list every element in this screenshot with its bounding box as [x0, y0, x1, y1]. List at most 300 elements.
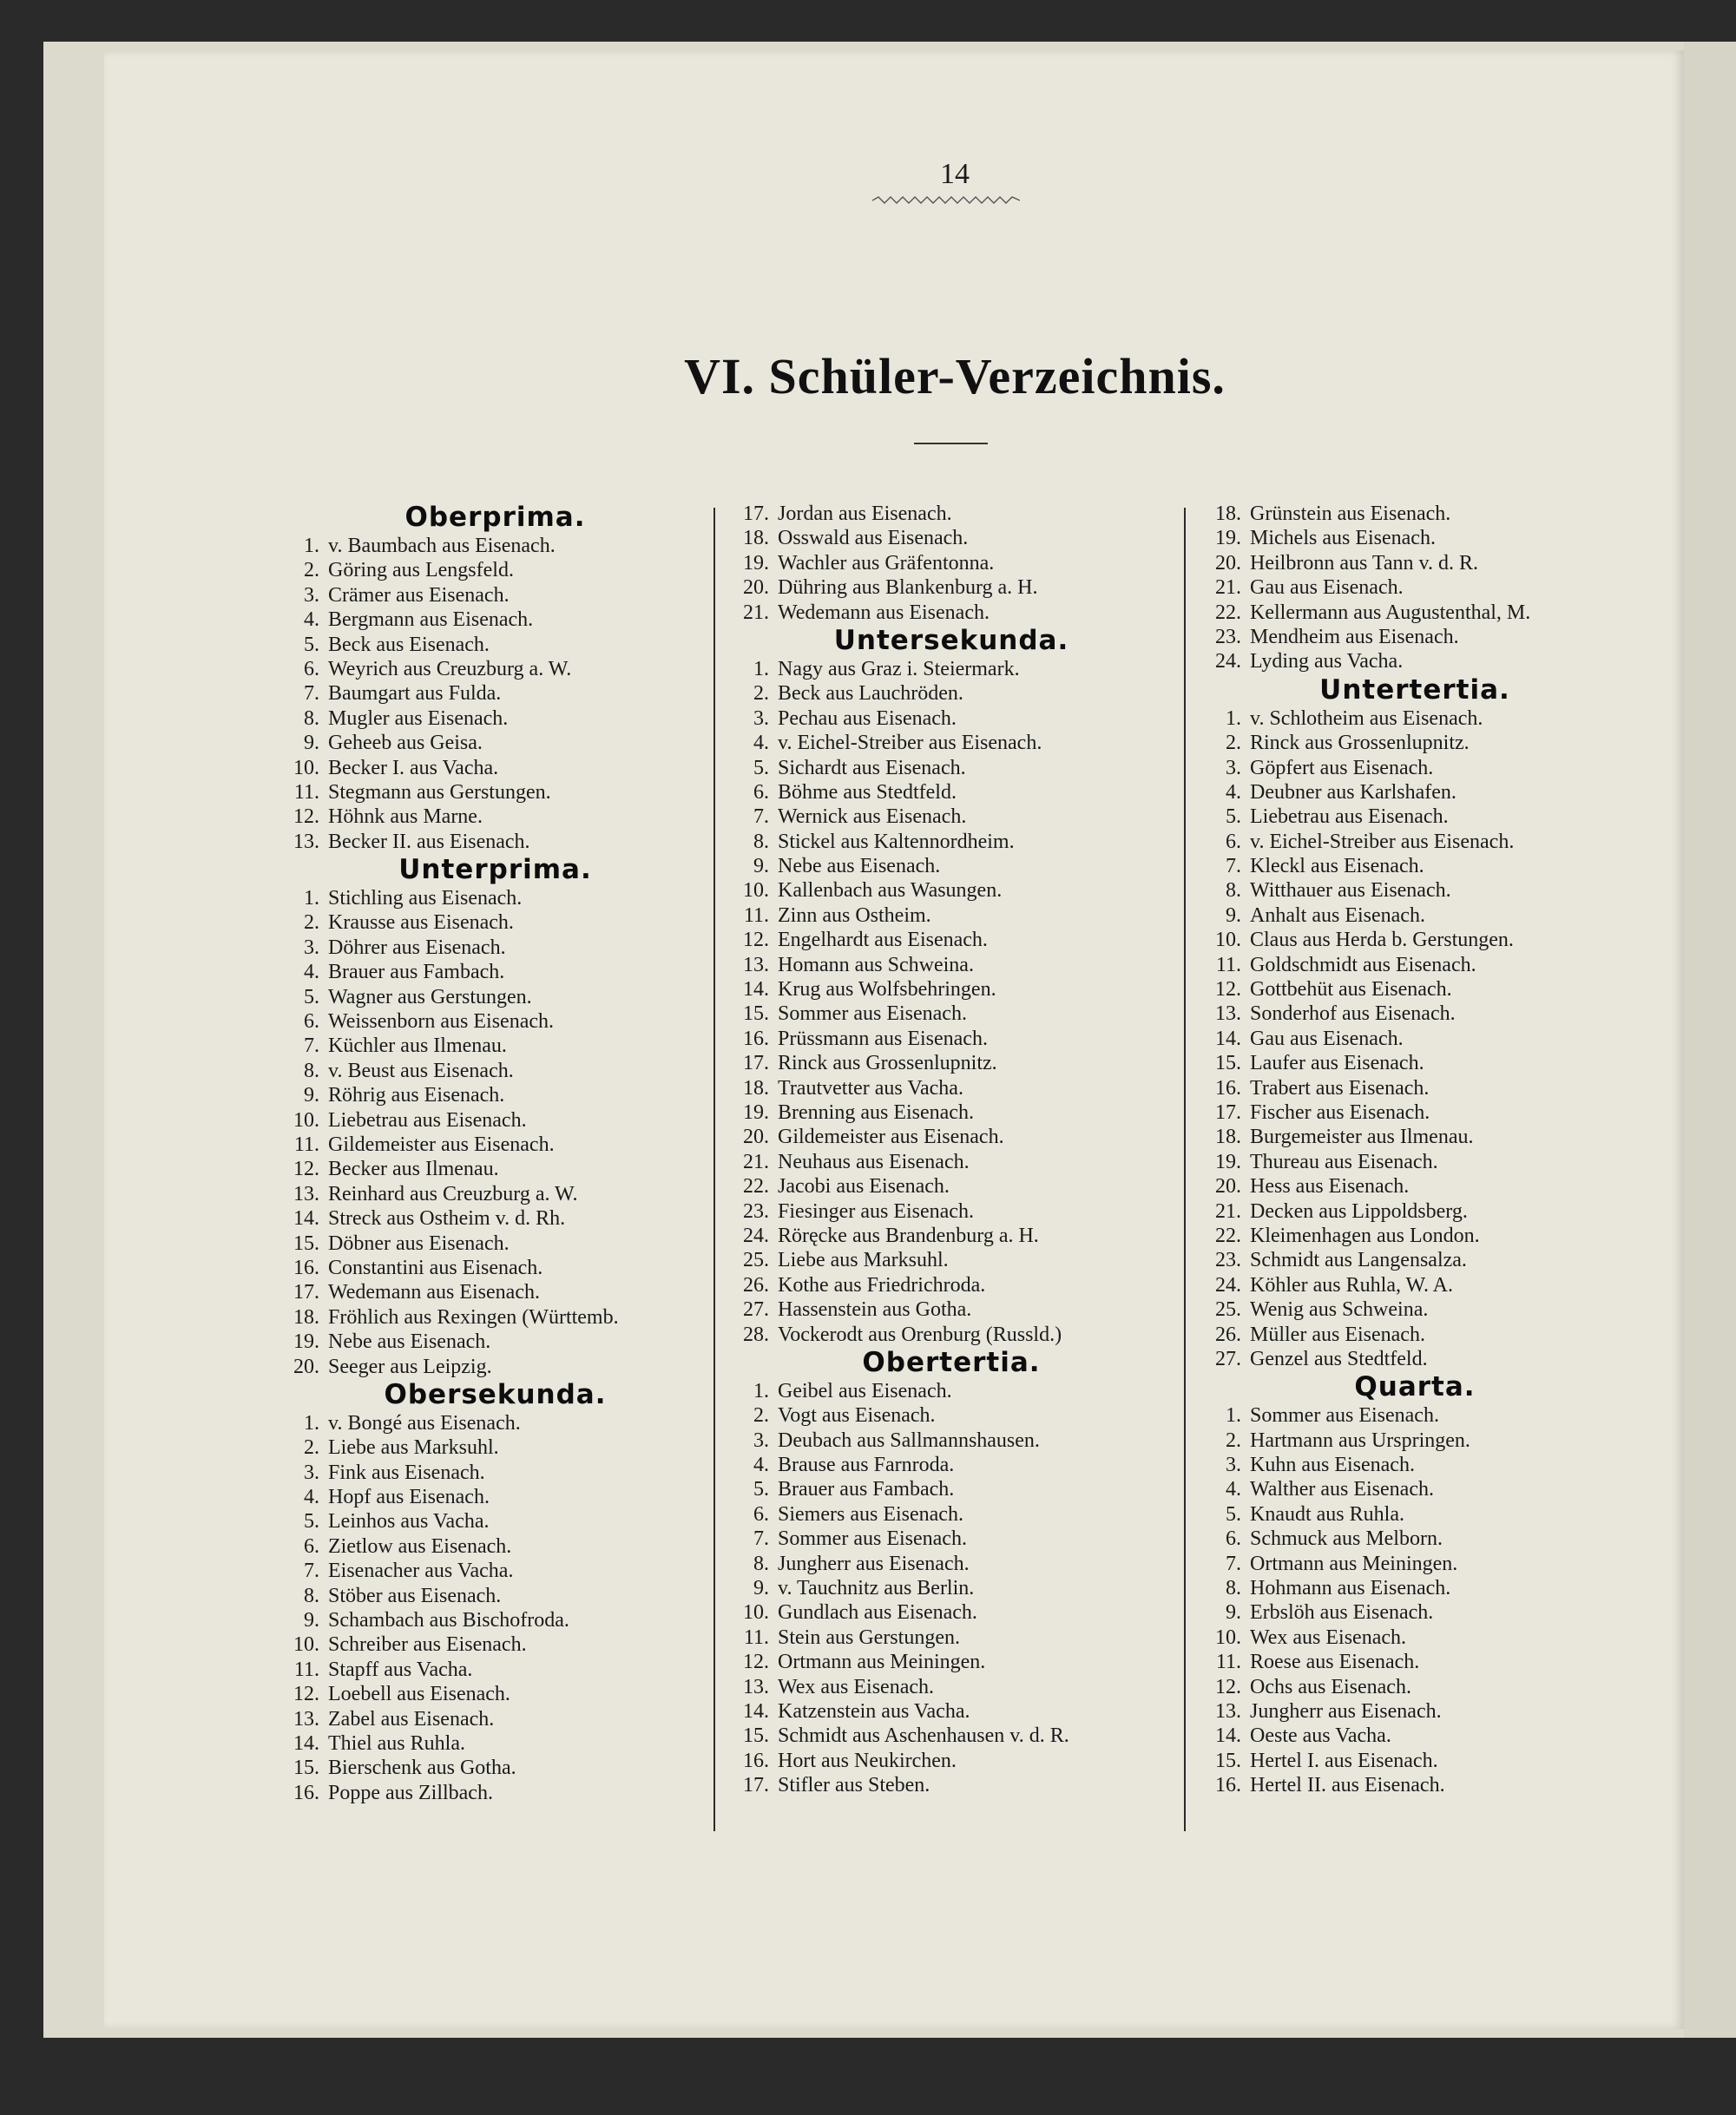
column-middle [726, 502, 1177, 1798]
student-name: Nagy aus Graz i. Steiermark. [778, 657, 1020, 680]
student-entry [1198, 575, 1632, 600]
student-name: Stegmann aus Gerstungen. [328, 780, 551, 804]
entry-number: 5. [753, 756, 769, 779]
class-heading: Oberprima. [404, 502, 586, 533]
student-entry [726, 1477, 1177, 1501]
student-name: Fiesinger aus Eisenach. [778, 1199, 974, 1223]
student-entry [1198, 1051, 1632, 1075]
entry-number: 18. [1215, 502, 1241, 525]
student-entry [276, 1330, 714, 1354]
student-name: Wex aus Eisenach. [778, 1675, 934, 1698]
student-name: Gottbehüt aus Eisenach. [1250, 978, 1452, 1002]
student-entry [726, 1174, 1177, 1199]
student-name: Stein aus Gerstungen. [778, 1626, 960, 1649]
student-entry [726, 1749, 1177, 1773]
student-entry [1198, 977, 1632, 1002]
entry-number: 19. [743, 1100, 769, 1124]
entry-number: 9. [304, 732, 319, 755]
entry-number: 11. [1215, 953, 1241, 976]
student-name: Deubner aus Karlshafen. [1250, 780, 1457, 804]
student-name: Kallenbach aus Wasungen. [778, 879, 1003, 903]
entry-number: 4. [753, 1454, 769, 1477]
student-name: Kleimenhagen aus London. [1250, 1224, 1480, 1247]
entry-number: 8. [753, 830, 769, 853]
student-entry [276, 1608, 714, 1632]
entry-number: 15. [293, 1232, 319, 1255]
student-name: Gildemeister aus Eisenach. [328, 1133, 555, 1156]
student-entry [276, 657, 714, 681]
entry-number: 7. [304, 682, 319, 706]
student-entry [726, 657, 1177, 681]
student-entry [1198, 625, 1632, 649]
student-name: Seeger aus Leipzig. [328, 1355, 492, 1378]
entry-number: 15. [743, 1724, 769, 1748]
entry-number: 9. [304, 1609, 319, 1632]
entry-number: 22. [1215, 1224, 1241, 1247]
student-entry [726, 1403, 1177, 1428]
student-entry [726, 551, 1177, 575]
entry-number: 11. [293, 780, 319, 804]
entry-number: 10. [293, 1633, 319, 1657]
entry-number: 13. [293, 1707, 319, 1731]
student-name: Stichling aus Eisenach. [328, 887, 523, 910]
student-name: Neuhaus aus Eisenach. [778, 1150, 970, 1173]
entry-number: 28. [743, 1323, 769, 1346]
entry-number: 7. [1226, 1552, 1241, 1575]
student-entry [1198, 1773, 1632, 1797]
student-entry [1198, 1453, 1632, 1477]
student-entry [276, 1083, 714, 1107]
entry-number: 17. [743, 502, 769, 525]
student-entry [276, 1355, 714, 1379]
entry-number: 14. [743, 1699, 769, 1723]
entry-number: 19. [743, 551, 769, 575]
student-name: Reinhard aus Creuzburg a. W. [328, 1182, 578, 1205]
student-entry [726, 928, 1177, 952]
student-name: Brauer aus Fambach. [778, 1478, 955, 1501]
student-name: Hess aus Eisenach. [1250, 1175, 1410, 1199]
entry-number: 20. [743, 1126, 769, 1149]
student-name: Knaudt aus Ruhla. [1250, 1502, 1404, 1526]
student-entry [276, 1182, 714, 1206]
student-entry [276, 780, 714, 805]
entry-number: 21. [743, 601, 769, 624]
student-entry [276, 1206, 714, 1231]
student-entry [726, 1527, 1177, 1551]
student-entry [1198, 1749, 1632, 1773]
entry-number: 13. [743, 953, 769, 976]
student-entry [276, 805, 714, 829]
student-name: Röhrig aus Eisenach. [328, 1084, 505, 1107]
entry-number: 3. [1226, 756, 1241, 779]
student-entry [726, 830, 1177, 854]
student-name: Krausse aus Eisenach. [328, 911, 514, 935]
student-entry [1198, 1650, 1632, 1674]
entry-number: 6. [1226, 1527, 1241, 1551]
student-name: Walther aus Eisenach. [1250, 1478, 1434, 1501]
entry-number: 2. [304, 1436, 319, 1460]
student-name: Prüssmann aus Eisenach. [778, 1027, 988, 1050]
student-entry [726, 1323, 1177, 1347]
student-name: Fink aus Eisenach. [328, 1461, 485, 1484]
student-name: Brause aus Farnroda. [778, 1454, 955, 1477]
student-entry [1198, 928, 1632, 952]
student-entry [726, 601, 1177, 625]
student-entry [1198, 1174, 1632, 1199]
student-name: Genzel aus Stedtfeld. [1250, 1347, 1428, 1370]
student-name: Burgemeister aus Ilmenau. [1250, 1126, 1474, 1149]
entry-number: 7. [304, 1560, 319, 1583]
student-entry [1198, 1600, 1632, 1625]
student-name: Sommer aus Eisenach. [1250, 1404, 1439, 1428]
student-name: Becker aus Ilmenau. [328, 1158, 499, 1181]
entry-number: 11. [293, 1133, 319, 1156]
student-name: Osswald aus Eisenach. [778, 527, 969, 550]
student-name: Hort aus Neukirchen. [778, 1749, 957, 1772]
student-entry [276, 1435, 714, 1460]
student-name: Höhnk aus Marne. [328, 805, 483, 829]
entry-number: 11. [743, 1626, 769, 1649]
student-entry [276, 910, 714, 935]
student-entry [726, 1297, 1177, 1322]
student-name: Wachler aus Gräfentonna. [778, 551, 995, 575]
student-entry [276, 1781, 714, 1805]
entry-number: 6. [304, 1534, 319, 1558]
class-heading: Obersekunda. [384, 1378, 607, 1410]
entry-number: 5. [304, 633, 319, 656]
student-entry [726, 756, 1177, 780]
entry-number: 9. [753, 855, 769, 878]
entry-number: 23. [1215, 625, 1241, 648]
student-name: Pechau aus Eisenach. [778, 706, 957, 730]
student-entry [1198, 1477, 1632, 1501]
student-entry [726, 1773, 1177, 1797]
entry-number: 14. [1215, 1027, 1241, 1050]
student-name: Hartmann aus Urspringen. [1250, 1429, 1470, 1452]
student-name: Siemers aus Eisenach. [778, 1502, 963, 1526]
student-entry [276, 960, 714, 984]
student-name: Trabert aus Eisenach. [1250, 1076, 1430, 1100]
entry-number: 11. [293, 1658, 319, 1681]
student-name: Heilbronn aus Tann v. d. R. [1250, 551, 1478, 575]
entry-number: 6. [304, 1010, 319, 1034]
student-entry [726, 1224, 1177, 1248]
student-name: Gundlach aus Eisenach. [778, 1601, 977, 1625]
student-entry [726, 1076, 1177, 1100]
entry-number: 16. [293, 1256, 319, 1279]
entry-number: 18. [743, 527, 769, 550]
entry-number: 1. [304, 535, 319, 557]
entry-number: 24. [1215, 1273, 1241, 1297]
entry-number: 12. [293, 1683, 319, 1706]
entry-number: 2. [1226, 732, 1241, 755]
entry-number: 9. [753, 1577, 769, 1600]
student-entry [1198, 1323, 1632, 1347]
entry-number: 13. [293, 830, 319, 853]
student-name: Eisenacher aus Vacha. [328, 1560, 514, 1583]
entry-number: 8. [304, 1584, 319, 1607]
class-heading: Untertertia. [1319, 673, 1510, 706]
student-name: v. Schlotheim aus Eisenach. [1250, 706, 1483, 730]
student-name: Grünstein aus Eisenach. [1250, 502, 1451, 525]
student-name: Vogt aus Eisenach. [778, 1404, 936, 1428]
student-entry [276, 583, 714, 608]
student-entry [726, 731, 1177, 755]
student-entry [1198, 1100, 1632, 1125]
entry-number: 4. [1226, 780, 1241, 804]
student-name: Lyding aus Vacha. [1250, 650, 1404, 673]
entry-number: 6. [753, 780, 769, 804]
student-entry [276, 1034, 714, 1058]
student-name: Jungherr aus Eisenach. [778, 1552, 970, 1575]
student-entry [1198, 1527, 1632, 1551]
student-entry [276, 1632, 714, 1657]
student-entry [1198, 1699, 1632, 1724]
student-name: Zietlow aus Eisenach. [328, 1534, 512, 1558]
student-entry [276, 756, 714, 780]
entry-number: 1. [1226, 706, 1241, 730]
student-entry [1198, 731, 1632, 755]
student-entry [276, 1534, 714, 1559]
entry-number: 23. [743, 1199, 769, 1223]
entry-number: 13. [293, 1182, 319, 1205]
student-entry [276, 1305, 714, 1330]
entry-number: 17. [293, 1281, 319, 1304]
student-entry [726, 977, 1177, 1002]
student-name: Zabel aus Eisenach. [328, 1707, 495, 1731]
student-entry [726, 575, 1177, 600]
student-entry [726, 953, 1177, 977]
entry-number: 1. [304, 1411, 319, 1435]
entry-number: 25. [1215, 1298, 1241, 1322]
student-entry [1198, 854, 1632, 878]
entry-number: 13. [743, 1675, 769, 1698]
student-entry [276, 1256, 714, 1280]
student-name: Kellermann aus Augustenthal, M. [1250, 601, 1531, 624]
entry-number: 8. [304, 1059, 319, 1082]
entry-number: 14. [293, 1731, 319, 1755]
entry-number: 26. [743, 1273, 769, 1297]
student-name: Kuhn aus Eisenach. [1250, 1454, 1415, 1477]
student-name: Döbner aus Eisenach. [328, 1232, 510, 1255]
student-entry [1198, 903, 1632, 928]
entry-number: 6. [753, 1502, 769, 1526]
student-name: Anhalt aus Eisenach. [1250, 903, 1425, 927]
student-name: Schmuck aus Melborn. [1250, 1527, 1443, 1551]
student-name: Wedemann aus Eisenach. [328, 1281, 540, 1304]
entry-number: 20. [293, 1355, 319, 1378]
student-name: Rinck aus Grossenlupnitz. [1250, 732, 1470, 755]
student-name: Kothe aus Friedrichroda. [778, 1273, 986, 1297]
student-name: Liebe aus Marksuhl. [778, 1249, 949, 1272]
student-name: Bierschenk aus Gotha. [328, 1757, 516, 1780]
student-name: Loebell aus Eisenach. [328, 1683, 510, 1706]
student-entry [726, 903, 1177, 928]
class-heading: Unterprima. [398, 854, 592, 886]
entry-number: 9. [304, 1084, 319, 1107]
entry-number: 25. [743, 1249, 769, 1272]
student-name: Ochs aus Eisenach. [1250, 1675, 1411, 1698]
student-name: Becker I. aus Vacha. [328, 756, 499, 779]
student-name: Katzenstein aus Vacha. [778, 1699, 970, 1723]
student-entry [726, 1429, 1177, 1453]
entry-number: 10. [293, 1108, 319, 1132]
entry-number: 10. [743, 879, 769, 903]
student-name: Weissenborn aus Eisenach. [328, 1010, 554, 1034]
student-name: Wagner aus Gerstungen. [328, 985, 532, 1008]
student-name: Rinck aus Grossenlupnitz. [778, 1052, 997, 1075]
entry-number: 9. [1226, 1601, 1241, 1625]
entry-number: 12. [293, 1158, 319, 1181]
student-name: Streck aus Ostheim v. d. Rh. [328, 1207, 566, 1231]
entry-number: 16. [1215, 1076, 1241, 1100]
entry-number: 3. [304, 1461, 319, 1484]
student-entry [726, 1150, 1177, 1174]
student-name: Fischer aus Eisenach. [1250, 1100, 1430, 1124]
student-name: v. Tauchnitz aus Berlin. [778, 1577, 975, 1600]
student-entry [726, 854, 1177, 878]
entry-number: 8. [1226, 1577, 1241, 1600]
entry-number: 5. [1226, 1502, 1241, 1526]
student-name: Mugler aus Eisenach. [328, 706, 509, 730]
student-name: Wernick aus Eisenach. [778, 805, 967, 829]
entry-number: 18. [743, 1076, 769, 1100]
student-name: Schmidt aus Langensalza. [1250, 1249, 1467, 1272]
student-name: Krug aus Wolfsbehringen. [778, 978, 996, 1002]
student-name: Wedemann aus Eisenach. [778, 601, 990, 624]
student-name: Brauer aus Fambach. [328, 961, 505, 984]
entry-number: 13. [1215, 1002, 1241, 1026]
entry-number: 26. [1215, 1323, 1241, 1346]
student-entry [726, 1502, 1177, 1527]
student-entry [726, 1600, 1177, 1625]
entry-number: 5. [304, 1510, 319, 1534]
student-name: Weyrich aus Creuzburg a. W. [328, 657, 572, 680]
entry-number: 13. [1215, 1699, 1241, 1723]
entry-number: 5. [753, 1478, 769, 1501]
entry-number: 24. [743, 1224, 769, 1247]
entry-number: 27. [743, 1298, 769, 1322]
entry-number: 27. [1215, 1347, 1241, 1370]
student-name: Dühring aus Blankenburg a. H. [778, 576, 1038, 600]
student-entry [1198, 1150, 1632, 1174]
student-name: Erbslöh aus Eisenach. [1250, 1601, 1434, 1625]
entry-number: 7. [304, 1035, 319, 1058]
student-name: Sommer aus Eisenach. [778, 1002, 967, 1026]
student-name: Goldschmidt aus Eisenach. [1250, 953, 1476, 976]
student-entry [726, 780, 1177, 805]
entry-number: 8. [304, 706, 319, 730]
entry-number: 7. [753, 805, 769, 829]
entry-number: 21. [1215, 1199, 1241, 1223]
student-name: Nebe aus Eisenach. [778, 855, 941, 878]
entry-number: 2. [304, 559, 319, 582]
student-name: Leinhos aus Vacha. [328, 1510, 490, 1534]
student-entry [276, 1658, 714, 1682]
student-name: Liebe aus Marksuhl. [328, 1436, 499, 1460]
student-entry [276, 706, 714, 731]
entry-number: 19. [1215, 1150, 1241, 1173]
student-name: Schmidt aus Aschenhausen v. d. R. [778, 1724, 1069, 1748]
page-number-ornament [872, 194, 1020, 207]
entry-number: 4. [1226, 1478, 1241, 1501]
entry-number: 12. [1215, 978, 1241, 1002]
student-entry [726, 1100, 1177, 1125]
student-entry [1198, 1273, 1632, 1297]
entry-number: 16. [293, 1781, 319, 1804]
student-entry [276, 985, 714, 1009]
entry-number: 24. [1215, 650, 1241, 673]
student-name: Göring aus Lengsfeld. [328, 559, 514, 582]
entry-number: 9. [1226, 903, 1241, 927]
student-entry [726, 1027, 1177, 1051]
student-name: Hassenstein aus Gotha. [778, 1298, 972, 1322]
student-entry [1198, 1626, 1632, 1650]
entry-number: 22. [1215, 601, 1241, 624]
student-entry [1198, 1297, 1632, 1322]
entry-number: 20. [743, 576, 769, 600]
student-name: Claus aus Herda b. Gerstungen. [1250, 929, 1514, 952]
student-entry [1198, 601, 1632, 625]
student-name: Vockerodt aus Orenburg (Russld.) [778, 1323, 1062, 1346]
student-entry [1198, 649, 1632, 673]
student-name: Sonderhof aus Eisenach. [1250, 1002, 1456, 1026]
entry-number: 21. [743, 1150, 769, 1173]
student-name: Liebetrau aus Eisenach. [1250, 805, 1449, 829]
entry-number: 3. [753, 706, 769, 730]
student-name: Engelhardt aus Eisenach. [778, 929, 988, 952]
entry-number: 15. [1215, 1052, 1241, 1075]
entry-number: 3. [304, 936, 319, 959]
entry-number: 20. [1215, 1175, 1241, 1199]
student-name: Schambach aus Bischofroda. [328, 1609, 569, 1632]
student-name: v. Bongé aus Eisenach. [328, 1411, 521, 1435]
entry-number: 17. [743, 1052, 769, 1075]
entry-number: 12. [293, 805, 319, 829]
column-left [276, 502, 714, 1805]
student-name: Böhme aus Stedtfeld. [778, 780, 957, 804]
entry-number: 4. [753, 732, 769, 755]
entry-number: 18. [1215, 1126, 1241, 1149]
student-name: Jungherr aus Eisenach. [1250, 1699, 1442, 1723]
student-name: Michels aus Eisenach. [1250, 527, 1436, 550]
student-name: Mendheim aus Eisenach. [1250, 625, 1459, 648]
student-entry [1198, 1675, 1632, 1699]
student-entry [276, 534, 714, 558]
student-entry [726, 1626, 1177, 1650]
entry-number: 16. [1215, 1774, 1241, 1797]
entry-number: 4. [304, 1486, 319, 1509]
student-name: Sichardt aus Eisenach. [778, 756, 966, 779]
student-entry [1198, 1125, 1632, 1149]
student-name: v. Baumbach aus Eisenach. [328, 535, 556, 557]
student-entry [1198, 1347, 1632, 1371]
student-name: Beck aus Lauchröden. [778, 682, 963, 706]
column-divider [1184, 508, 1186, 1831]
student-name: Jordan aus Eisenach. [778, 502, 952, 525]
entry-number: 11. [743, 903, 769, 927]
student-entry [726, 1552, 1177, 1576]
student-entry [726, 1675, 1177, 1699]
entry-number: 1. [304, 887, 319, 910]
entry-number: 2. [753, 682, 769, 706]
student-name: Stifler aus Steben. [778, 1774, 930, 1797]
student-entry [276, 1157, 714, 1181]
student-name: Thiel aus Ruhla. [328, 1731, 465, 1755]
student-entry [276, 1559, 714, 1583]
student-name: Constantini aus Eisenach. [328, 1256, 543, 1279]
entry-number: 23. [1215, 1249, 1241, 1272]
